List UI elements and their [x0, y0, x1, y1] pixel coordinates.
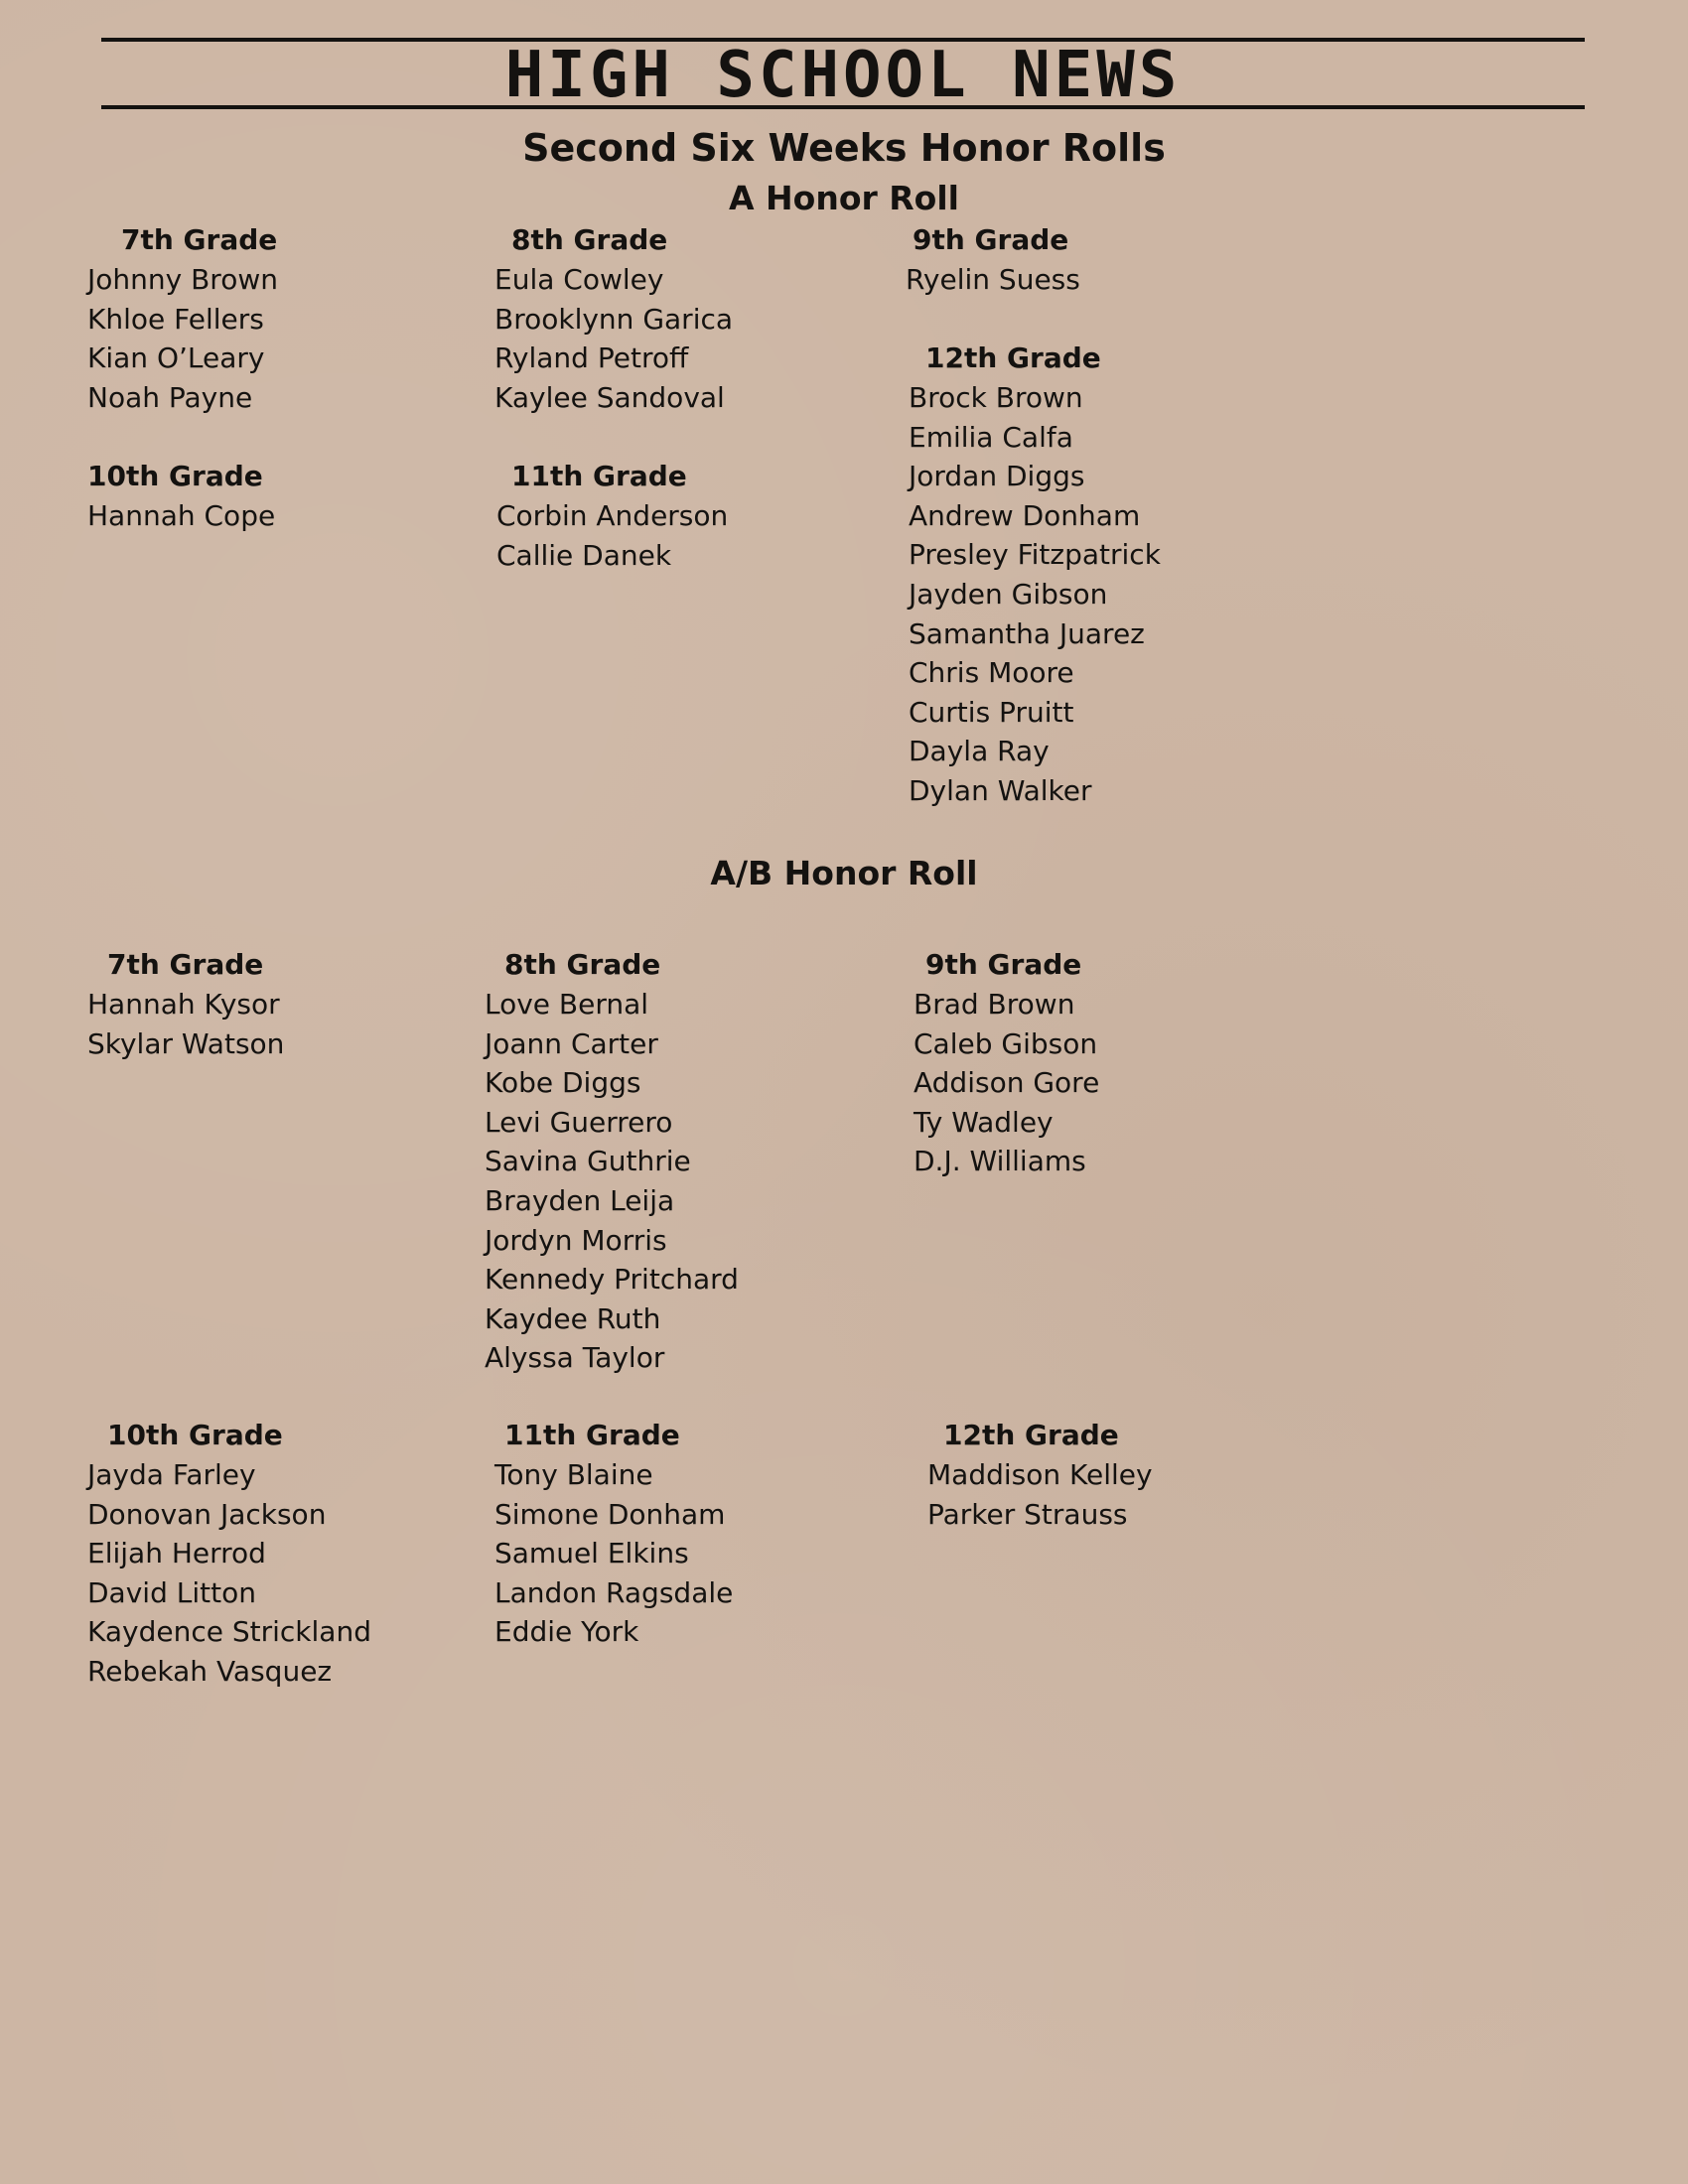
ab-grade-10: [87, 1416, 445, 1692]
student-name: Andrew Donham: [909, 498, 1141, 532]
student-name: Johnny Brown: [87, 263, 278, 296]
student-name: Brad Brown: [914, 988, 1075, 1021]
student-name: Ryland Petroff: [494, 341, 689, 375]
grade-heading: 7th Grade: [121, 223, 278, 256]
masthead-title: HIGH SCHOOL NEWS: [504, 39, 1182, 112]
student-name: Corbin Anderson: [496, 499, 729, 532]
student-name: Caleb Gibson: [914, 1026, 1098, 1060]
grade-heading: 9th Grade: [913, 223, 1069, 256]
student-name: Callie Danek: [496, 538, 672, 572]
student-name: Kian O’Leary: [87, 341, 265, 375]
student-name: Jayda Farley: [87, 1458, 256, 1491]
ab-honor-roll-title: A/B Honor Roll: [710, 854, 978, 892]
student-name: Brayden Leija: [485, 1183, 675, 1217]
student-name: Kaydence Strickland: [87, 1615, 371, 1649]
student-list: [909, 378, 1266, 811]
grade-heading: 7th Grade: [107, 948, 264, 981]
student-name: Jayden Gibson: [909, 577, 1108, 611]
student-name: D.J. Williams: [914, 1145, 1086, 1178]
ab-grade-7: [87, 945, 445, 1063]
grade-heading: 8th Grade: [511, 223, 668, 256]
student-name: Tony Blaine: [494, 1458, 653, 1491]
student-name: Addison Gore: [914, 1066, 1100, 1100]
masthead: [101, 38, 1585, 112]
student-name: Ryelin Suess: [906, 263, 1080, 296]
student-list: [496, 496, 854, 575]
student-name: Dayla Ray: [909, 735, 1050, 768]
student-name: Jordyn Morris: [485, 1223, 667, 1257]
grade-heading: 11th Grade: [511, 460, 687, 492]
ab-grade-9: [914, 945, 1271, 1181]
student-name: Donovan Jackson: [87, 1497, 327, 1531]
student-name: Emilia Calfa: [909, 420, 1073, 454]
ab-grade-8: [485, 945, 842, 1378]
student-name: Ty Wadley: [914, 1105, 1054, 1139]
a-grade-11: [496, 457, 854, 575]
student-list: [87, 496, 445, 536]
student-list: [87, 1455, 445, 1692]
student-name: Rebekah Vasquez: [87, 1654, 333, 1688]
student-name: Brooklynn Garica: [494, 302, 734, 336]
student-name: David Litton: [87, 1575, 256, 1609]
grade-heading: 11th Grade: [504, 1419, 680, 1451]
a-grade-8: [494, 220, 852, 417]
a-grade-9: [906, 220, 1263, 300]
grade-heading: 8th Grade: [504, 948, 661, 981]
student-name: Hannah Cope: [87, 499, 276, 532]
student-list: [914, 985, 1271, 1181]
student-name: Parker Strauss: [927, 1497, 1128, 1531]
student-name: Kaylee Sandoval: [494, 380, 725, 414]
student-name: Kennedy Pritchard: [485, 1263, 739, 1297]
student-name: Simone Donham: [494, 1497, 726, 1531]
student-name: Skylar Watson: [87, 1026, 285, 1060]
student-name: Chris Moore: [909, 656, 1074, 690]
a-grade-12: [909, 339, 1266, 811]
student-name: Eddie York: [494, 1615, 639, 1649]
student-name: Samantha Juarez: [909, 616, 1145, 650]
a-honor-roll-title: A Honor Roll: [729, 179, 959, 217]
student-name: Curtis Pruitt: [909, 695, 1074, 729]
student-name: Eula Cowley: [494, 263, 664, 296]
grade-heading: 10th Grade: [87, 460, 263, 492]
grade-heading: 10th Grade: [107, 1419, 283, 1451]
student-name: Hannah Kysor: [87, 988, 280, 1021]
page-headline: Second Six Weeks Honor Rolls: [522, 126, 1166, 170]
grade-heading: 9th Grade: [925, 948, 1082, 981]
grade-heading: 12th Grade: [925, 341, 1101, 374]
student-name: Love Bernal: [485, 988, 649, 1021]
student-name: Presley Fitzpatrick: [909, 538, 1161, 572]
ab-grade-12: [927, 1416, 1285, 1534]
student-list: [927, 1455, 1285, 1534]
student-name: Maddison Kelley: [927, 1458, 1153, 1491]
student-list: [494, 260, 852, 417]
a-grade-10: [87, 457, 445, 536]
ab-grade-11: [494, 1416, 852, 1652]
grade-heading: 12th Grade: [943, 1419, 1119, 1451]
student-name: Jordan Diggs: [909, 460, 1085, 493]
student-name: Elijah Herrod: [87, 1537, 266, 1570]
student-name: Dylan Walker: [909, 773, 1092, 807]
student-name: Kobe Diggs: [485, 1066, 641, 1100]
student-list: [494, 1455, 852, 1652]
student-name: Samuel Elkins: [494, 1537, 689, 1570]
student-name: Levi Guerrero: [485, 1105, 673, 1139]
student-name: Joann Carter: [485, 1026, 658, 1060]
student-list: [87, 260, 445, 417]
student-name: Alyssa Taylor: [485, 1341, 665, 1375]
student-name: Savina Guthrie: [485, 1145, 691, 1178]
student-list: [87, 985, 445, 1063]
student-list: [485, 985, 842, 1378]
student-name: Khloe Fellers: [87, 302, 264, 336]
student-list: [906, 260, 1263, 300]
student-name: Noah Payne: [87, 380, 253, 414]
a-grade-7: [87, 220, 445, 417]
student-name: Kaydee Ruth: [485, 1301, 661, 1335]
student-name: Brock Brown: [909, 381, 1083, 414]
student-name: Landon Ragsdale: [494, 1575, 734, 1609]
